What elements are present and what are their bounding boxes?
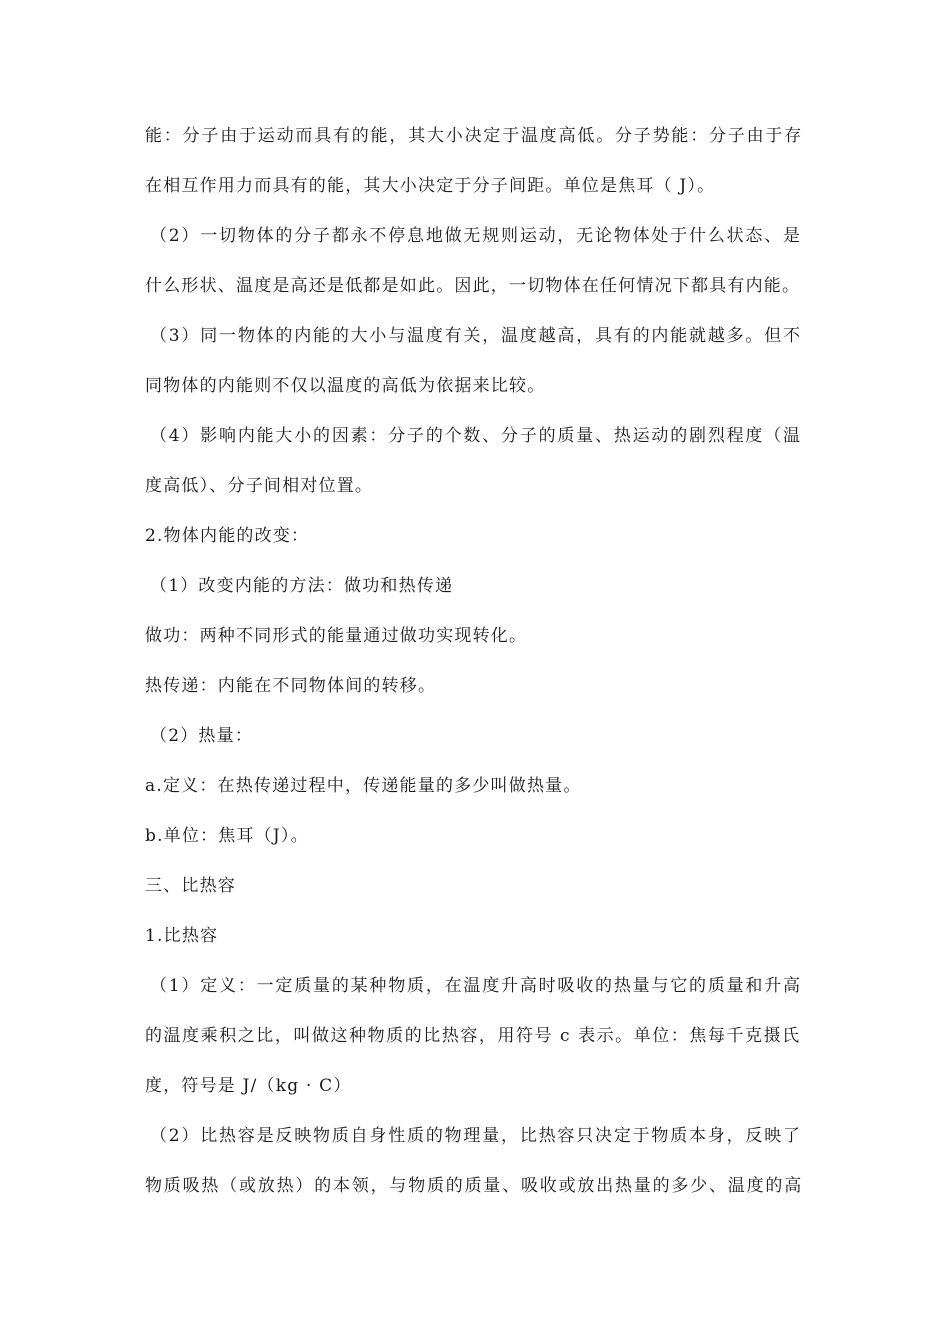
- text-line: （1）改变内能的方法：做功和热传递: [150, 576, 454, 596]
- text-line: 热传递：内能在不同物体间的转移。: [145, 676, 437, 696]
- text-line: 能：分子由于运动而具有的能，其大小决定于温度高低。分子势能：分子由于存: [145, 126, 803, 146]
- text-line: （2）比热容是反映物质自身性质的物理量，比热容只决定于物质本身，反映了: [150, 1126, 802, 1146]
- text-line: （1）定义：一定质量的某种物质，在温度升高时吸收的热量与它的质量和升高: [150, 976, 802, 996]
- text-line: 度，符号是 J/（kg · C）: [145, 1076, 352, 1096]
- text-line: 在相互作用力而具有的能，其大小决定于分子间距。单位是焦耳（ J）。: [145, 176, 716, 196]
- text-line: 度高低）、分子间相对位置。: [145, 476, 374, 496]
- text-line: （3）同一物体的内能的大小与温度有关，温度越高，具有的内能就越多。但不: [150, 326, 802, 346]
- text-line: 的温度乘积之比，叫做这种物质的比热容，用符号 c 表示。单位：焦每千克摄氏: [145, 1026, 801, 1046]
- text-line: （4）影响内能大小的因素：分子的个数、分子的质量、热运动的剧烈程度（温: [150, 426, 802, 446]
- text-line: 什么形状、温度是高还是低都是如此。因此，一切物体在任何情况下都具有内能。: [145, 276, 801, 296]
- text-line: 同物体的内能则不仅以温度的高低为依据来比较。: [145, 376, 546, 396]
- text-line: b.单位：焦耳（J）。: [145, 826, 309, 846]
- text-line: 2.物体内能的改变：: [145, 526, 310, 546]
- text-line: （2）一切物体的分子都永不停息地做无规则运动，无论物体处于什么状态、是: [150, 226, 802, 246]
- text-line: 做功：两种不同形式的能量通过做功实现转化。: [145, 626, 528, 646]
- text-line: （2）热量：: [150, 726, 254, 746]
- text-line: 物质吸热（或放热）的本领，与物质的质量、吸收或放出热量的多少、温度的高: [145, 1176, 803, 1196]
- text-line: a.定义：在热传递过程中，传递能量的多少叫做热量。: [145, 776, 582, 796]
- subsection-heading: 1.比热容: [145, 926, 219, 946]
- section-heading: 三、比热容: [145, 876, 236, 896]
